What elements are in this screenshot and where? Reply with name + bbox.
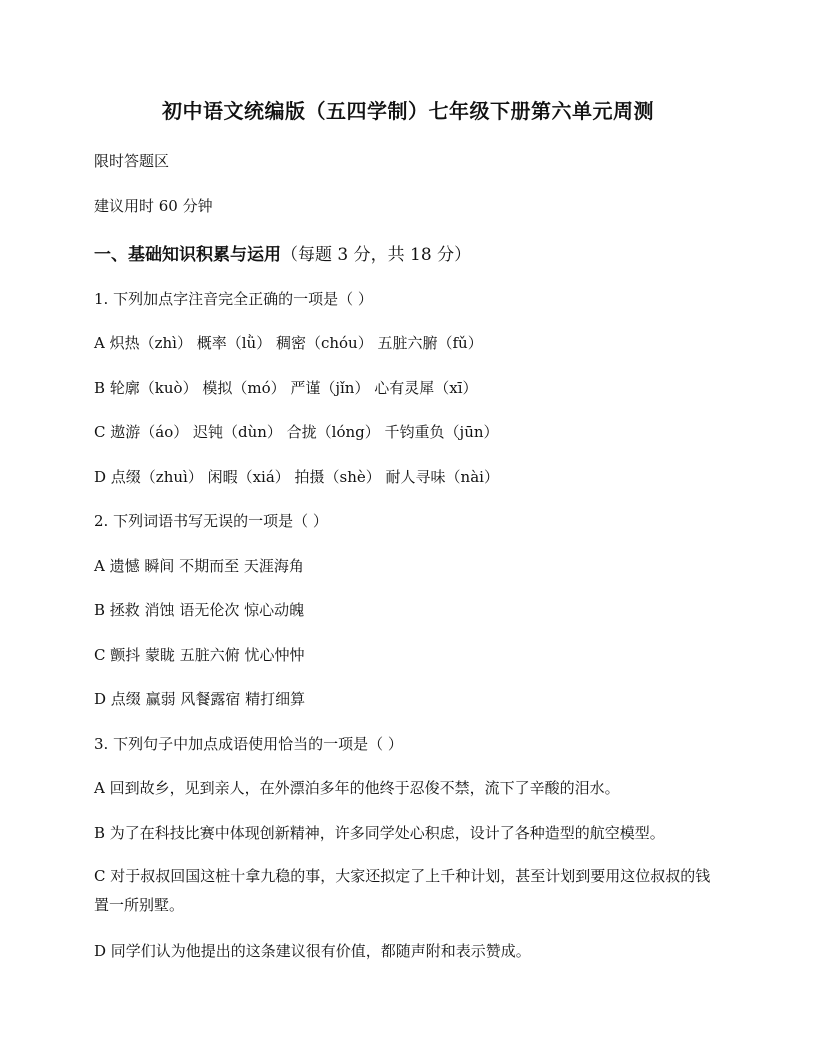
page-title: 初中语文统编版（五四学制）七年级下册第六单元周测	[162, 99, 654, 123]
question-3-option-d: D 同学们认为他提出的这条建议很有价值，都随声附和表示赞成。	[94, 942, 531, 960]
header-line-suggested-time: 建议用时 60 分钟	[94, 197, 213, 215]
question-1-option-a: A 炽热（zhì） 概率（lǜ） 稠密（chóu） 五脏六腑（fǔ）	[94, 334, 483, 352]
section-heading-title: 一、基础知识积累与运用	[94, 245, 281, 265]
question-2-option-c: C 颤抖 蒙眬 五脏六俯 忧心忡忡	[94, 646, 305, 664]
question-1-option-c: C 遨游（áo） 迟钝（dùn） 合拢（lóng） 千钧重负（jūn）	[94, 423, 499, 441]
question-2-option-d: D 点缀 赢弱 风餐露宿 精打细算	[94, 690, 306, 708]
question-1-stem: 1. 下列加点字注音完全正确的一项是（ ）	[94, 290, 373, 308]
question-3-stem: 3. 下列句子中加点成语使用恰当的一项是（ ）	[94, 735, 403, 753]
question-3-option-c: C 对于叔叔回国这桩十拿九稳的事，大家还拟定了上千种计划，甚至计划到要用这位叔叔的钱置一所别墅。	[94, 867, 711, 914]
question-2-stem: 2. 下列词语书写无误的一项是（ ）	[94, 512, 328, 530]
question-2-option-a: A 遗憾 瞬间 不期而至 天涯海角	[94, 557, 304, 575]
question-3-option-b: B 为了在科技比赛中体现创新精神，许多同学处心积虑，设计了各种造型的航空模型。	[94, 824, 665, 842]
header-line-time-zone: 限时答题区	[94, 152, 170, 170]
section-heading-note: （每题 3 分，共 18 分）	[281, 245, 472, 265]
question-1-option-b: B 轮廓（kuò） 模拟（mó） 严谨（jǐn） 心有灵犀（xī）	[94, 379, 478, 397]
question-2-option-b: B 拯救 消蚀 语无伦次 惊心动魄	[94, 601, 305, 619]
question-1-option-d: D 点缀（zhuì） 闲暇（xiá） 拍摄（shè） 耐人寻味（nài）	[94, 468, 499, 486]
section-heading	[94, 240, 471, 265]
question-3-option-a: A 回到故乡，见到亲人，在外漂泊多年的他终于忍俊不禁，流下了辛酸的泪水。	[94, 779, 620, 797]
